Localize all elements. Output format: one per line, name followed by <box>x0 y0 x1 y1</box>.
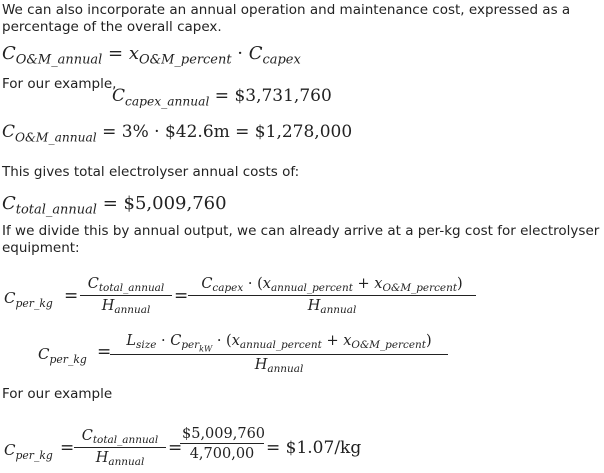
eq1-equals-2: = <box>174 286 189 306</box>
eq3-result: = $1.07/kg <box>266 438 362 458</box>
divide-line-2: equipment: <box>2 240 80 256</box>
equation-om-value: $C_{O\&M\_annual} = 3\%$ · $42.6m = $1,278,000 <box>2 122 353 145</box>
divide-line-1: If we divide this by annual output, we can already arrive at a per-kg cost for electrolyser <box>2 223 600 239</box>
equation-om-annual: $C_{O\&M\_annual} = x_{O\&M\_percent} \cdot C_{capex}$ <box>2 43 301 68</box>
example-label-1: For our example, <box>2 76 117 92</box>
eq3-lhs: $C_{per\_kg}$ <box>4 441 53 462</box>
eq1-fraction-1: $C_{total\_annual}$ $H_{annual}$ <box>80 276 172 316</box>
eq3-equals-2: = <box>168 438 183 458</box>
intro-line-1: We can also incorporate an annual operation and maintenance cost, expressed as a <box>2 2 571 18</box>
eq1-lhs: $C_{per\_kg}$ <box>4 289 53 310</box>
eq1-fraction-2: $C_{capex} \cdot (x_{annual\_percent} + x_{O\&M\_percent})$ $H_{annual}$ <box>188 276 476 316</box>
example-label-2: For our example <box>2 386 113 402</box>
eq2-fraction: $L_{size} \cdot C_{perkW} \cdot (x_{annual\_percent} + x_{O\&M\_percent})$ $H_{annual}$ <box>110 333 448 376</box>
equation-capex-annual: $C_{capex\_annual}$ = $3,731,760 <box>112 86 332 109</box>
eq1-equals-1: = <box>64 286 79 306</box>
intro-line-2: percentage of the overall capex. <box>2 19 222 35</box>
eq3-fraction-2: $5,009,760 4,700,00 <box>182 426 266 462</box>
eq3-equals-1: = <box>60 438 75 458</box>
equation-total-annual: $C_{total\_annual}$ = $5,009,760 <box>2 193 227 218</box>
eq2-lhs: $C_{per\_kg}$ <box>38 345 87 366</box>
total-costs-text: This gives total electrolyser annual costs of: <box>2 164 300 180</box>
eq3-fraction-1: $C_{total\_annual}$ $H_{annual}$ <box>74 428 166 468</box>
eq2-equals: = <box>97 342 112 362</box>
